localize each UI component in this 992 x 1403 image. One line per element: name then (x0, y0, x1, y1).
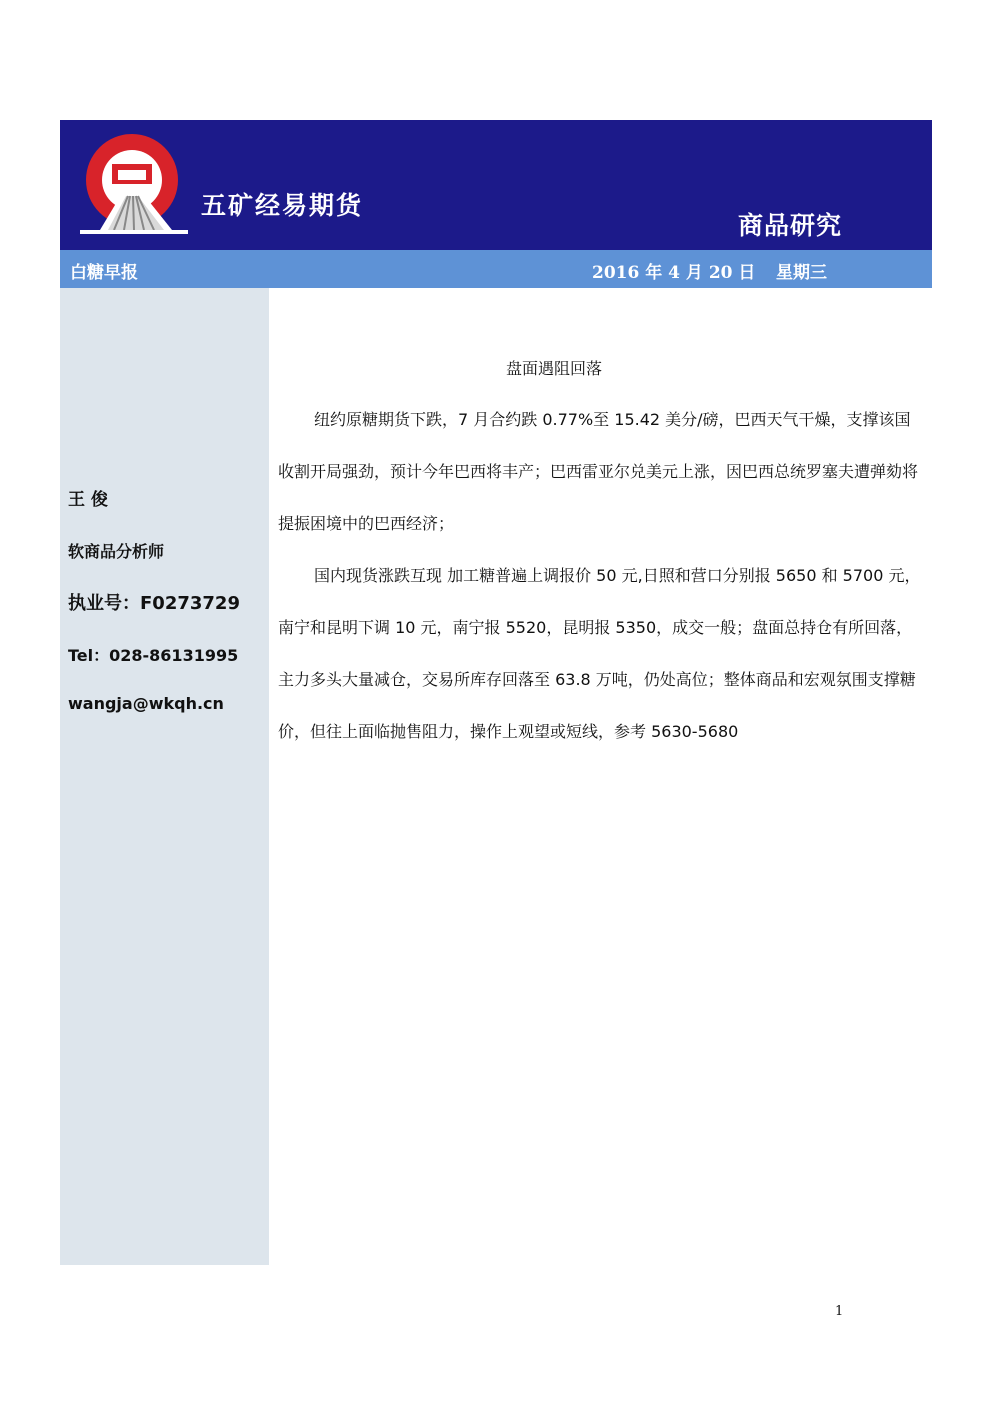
author-sidebar (60, 288, 269, 1265)
report-date: 2016 年 4 月 20 日 (592, 263, 756, 283)
article-paragraph: 纽约原糖期货下跌，7 月合约跌 0.77%至 15.42 美分/磅，巴西天气干燥，支撑该国收割开局强劲，预计今年巴西将丰产；巴西雷亚尔兑美元上涨，因巴西总统罗塞夫遭弹劾将提振困境中的巴西经济； (278, 410, 919, 533)
report-weekday: 星期三 (776, 263, 827, 283)
report-title: 白糖早报 (70, 263, 138, 283)
page-number: 1 (835, 1304, 844, 1319)
author-email: wangja@wkqh.cn (68, 694, 224, 713)
section-label: 商品研究 (738, 211, 843, 240)
author-name: 王 俊 (68, 490, 108, 510)
author-license: 执业号：F0273729 (68, 593, 240, 614)
report-subheader (60, 250, 932, 288)
minmetals-logo-icon (80, 134, 188, 234)
brand-name: 五矿经易期货 (201, 191, 364, 220)
report-header (60, 120, 932, 250)
author-title: 软商品分析师 (68, 542, 165, 561)
article-headline: 盘面遇阻回落 (506, 359, 603, 378)
article-paragraph: 国内现货涨跌互现 加工糖普遍上调报价 50 元,日照和营口分别报 5650 和 5700 元，南宁和昆明下调 10 元，南宁报 5520，昆明报 5350，成交一般；盘面总持仓有所回落，主力多头大量减仓，交易所库存回落至 63.8 万吨，仍处高位；整体商品和宏观氛围支撑糖价，但往上面临抛售阻力，操作上观望或短线，参考 5630-5680 (278, 566, 921, 741)
author-tel: Tel：028-86131995 (68, 646, 239, 665)
